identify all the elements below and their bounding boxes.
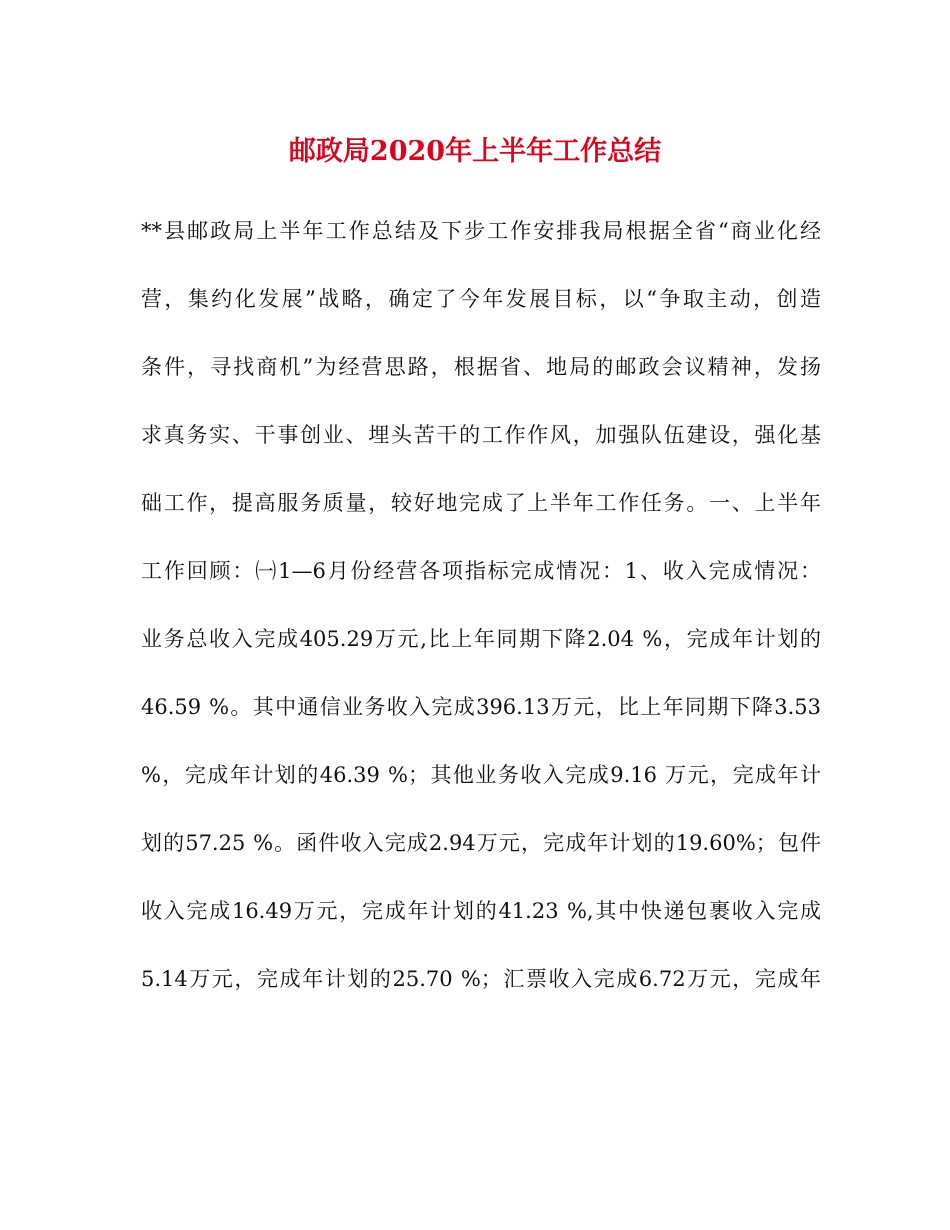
body-line: 划的57.25 %。函件收入完成2.94万元，完成年计划的19.60%；包件 bbox=[141, 831, 821, 855]
body-line: 求真务实、干事创业、埋头苦干的工作作风，加强队伍建设，强化基 bbox=[141, 423, 821, 447]
document-body bbox=[141, 205, 821, 1021]
body-line: 营，集约化发展”战略，确定了今年发展目标，以“争取主动，创造 bbox=[141, 287, 821, 311]
body-line: 收入完成16.49万元，完成年计划的41.23 %,其中快递包裹收入完成 bbox=[141, 899, 821, 923]
body-line: 业务总收入完成405.29万元,比上年同期下降2.04 %，完成年计划的 bbox=[141, 627, 821, 651]
body-line: 46.59 %。其中通信业务收入完成396.13万元，比上年同期下降3.53 bbox=[141, 695, 821, 719]
body-line: 5.14万元，完成年计划的25.70 %；汇票收入完成6.72万元，完成年 bbox=[141, 967, 821, 991]
document-title: 邮政局2020年上半年工作总结 bbox=[288, 136, 662, 167]
body-line: 条件，寻找商机”为经营思路，根据省、地局的邮政会议精神，发扬 bbox=[141, 355, 821, 379]
body-line: 础工作，提高服务质量，较好地完成了上半年工作任务。一、上半年 bbox=[141, 491, 821, 515]
body-line: **县邮政局上半年工作总结及下步工作安排我局根据全省“商业化经 bbox=[141, 219, 821, 243]
body-line: %，完成年计划的46.39 %；其他业务收入完成9.16 万元，完成年计 bbox=[141, 763, 821, 787]
body-line: 工作回顾：㈠1—6月份经营各项指标完成情况：1、收入完成情况： bbox=[141, 559, 821, 583]
